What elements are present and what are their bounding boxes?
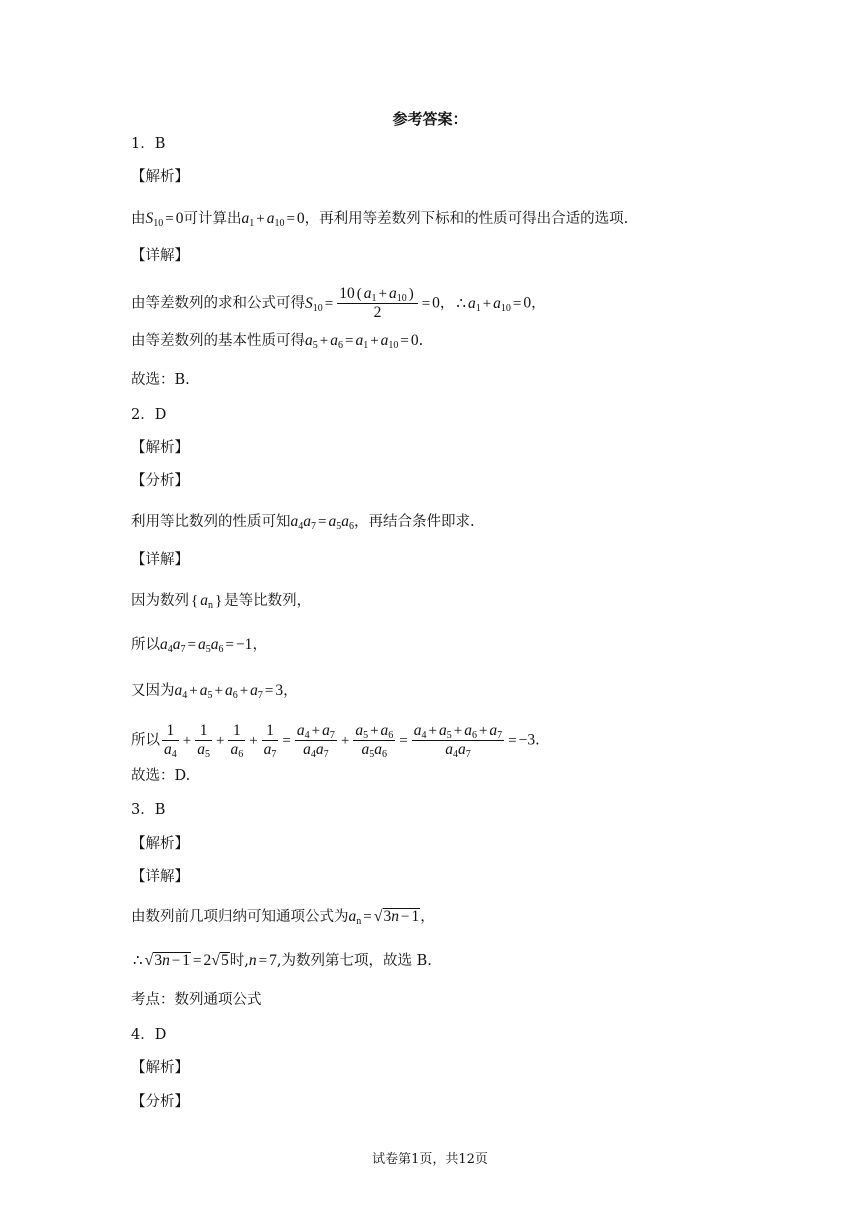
q2-detail-line-2: 所以$a_4a_7 = a_5a_6 = -1$，	[131, 636, 267, 655]
q1-conclusion: 故选：B.	[131, 372, 190, 388]
q3-kaodian: 考点：数列通项公式	[131, 992, 262, 1008]
q1-detail-line-2: 由等差数列的基本性质可得$a_5 + a_6 = a_1 + a_{10} = 0$.	[131, 332, 424, 351]
q2-analysis-heading: 【解析】	[131, 440, 189, 456]
q2-detail-line-3: 又因为$a_4 + a_5 + a_6 + a_7 = 3$，	[131, 682, 298, 701]
page-footer: 试卷第1页，共12页	[372, 1152, 488, 1167]
q4-fenxi-heading: 【分析】	[131, 1094, 189, 1110]
answer-4: 4．D	[131, 1027, 167, 1043]
answer-3: 3．B	[131, 802, 166, 818]
q1-detail-heading: 【详解】	[131, 248, 189, 264]
q1-analysis-heading: 【解析】	[131, 169, 189, 185]
q3-detail-heading: 【详解】	[131, 869, 189, 885]
q4-analysis-heading: 【解析】	[131, 1060, 189, 1076]
q3-detail-line-2: ∴ √3n − 1 = 2√5时,n = 7,为数列第七项，故选 B.	[133, 952, 432, 969]
q1-detail-line-1: 由等差数列的求和公式可得$S_{10}$ = $\frac{10 ( a_1 + a_{10} )}{2}$ = 0， ∴ $a_1 + a_{10} = 0$，	[131, 285, 546, 321]
q2-detail-line-4: 所以 $\frac{1}{a_4}$ + $\frac{1}{a_5}$ + $\frac{1}{a_6}$ + $\frac{1}{a_7}$ = $\frac{a_4 + a_7}{a_4a_7}$ + $\frac{a_5 + a_6}{a_5a_6}$ = $\frac{a_4 + a_5 + a_6 + a_7}{a_4a_7}$ = −3.	[131, 722, 540, 760]
q3-analysis-heading: 【解析】	[131, 836, 189, 852]
answer-2: 2．D	[131, 407, 167, 423]
answer-1: 1．B	[131, 136, 166, 152]
page-title: 参考答案：	[392, 110, 468, 128]
q3-detail-line-1: 由数列前几项归纳可知通项公式为$a_n = √3n - 1$，	[131, 908, 435, 927]
q1-analysis-text: 由$S_{10} = 0$可计算出$a_1 + a_{10} = 0$，再利用等差数列下标和的性质可得出合适的选项.	[131, 210, 629, 229]
q2-detail-heading: 【详解】	[131, 552, 189, 568]
q2-detail-line-1: 因为数列 { $a_n$ } 是等比数列，	[131, 592, 312, 611]
q2-conclusion: 故选：D.	[131, 768, 191, 784]
q2-fenxi-text: 利用等比数列的性质可知$a_4a_7 = a_5a_6$，再结合条件即求.	[131, 513, 475, 532]
q2-fenxi-heading: 【分析】	[131, 473, 189, 489]
